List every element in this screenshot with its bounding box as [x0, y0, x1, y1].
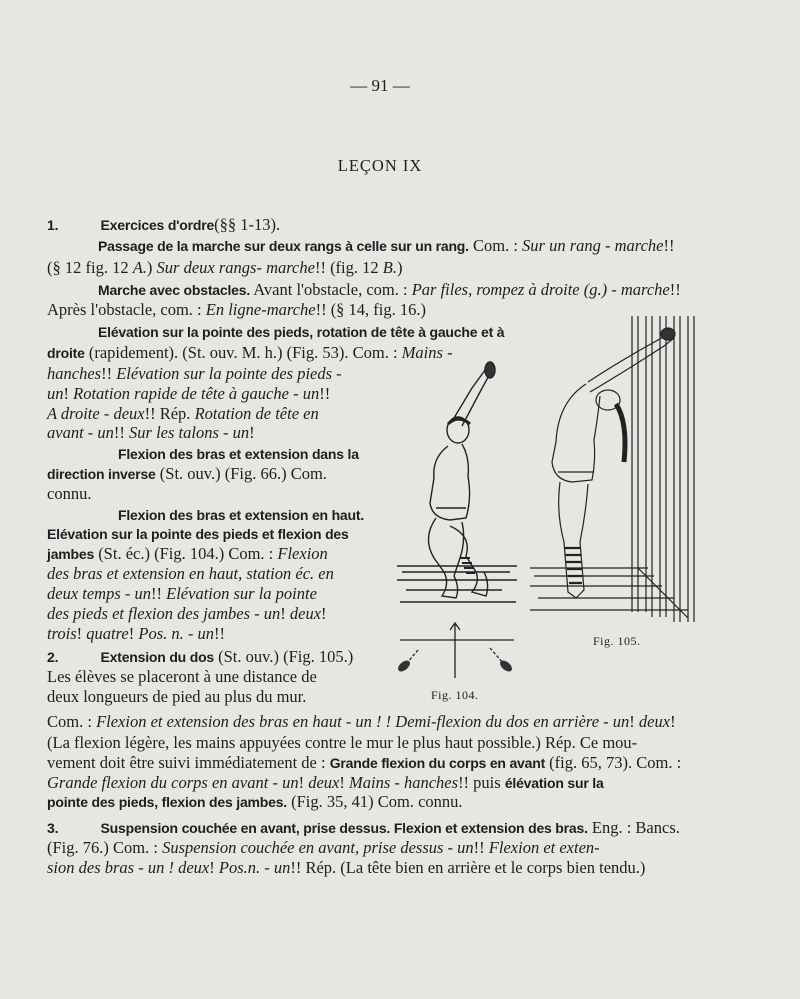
- command-text: Flexion et extension des bras en haut - un ! ! Demi-flexion du dos en arrière - un: [96, 712, 630, 731]
- paragraph-line: [47, 712, 676, 732]
- text-run: !!: [319, 384, 331, 403]
- command-text: Rotation de tête en: [194, 404, 319, 423]
- command-text: Pos. n. - un: [138, 624, 214, 643]
- command-text: B.: [382, 258, 397, 277]
- command-text: Grande flexion du corps en avant - un: [47, 773, 299, 792]
- paragraph-line: [47, 258, 403, 278]
- section-3-heading: [47, 818, 680, 838]
- bold-term: Flexion des bras et extension en haut.: [118, 507, 365, 523]
- section-number: 2.: [47, 649, 59, 665]
- text-run: (fig. 65, 73). Com. :: [545, 753, 682, 772]
- paragraph-line: [47, 484, 91, 504]
- section-ref: (§§ 1-13).: [214, 215, 281, 234]
- paragraph-line: [47, 584, 317, 604]
- text-run: (rapidement). (St. ouv. M. h.) (Fig. 53). Com. :: [84, 343, 402, 362]
- section-number: 1.: [47, 217, 59, 233]
- command-text: deux: [308, 773, 340, 792]
- command-text: un: [47, 384, 64, 403]
- paragraph-line: [47, 604, 327, 624]
- text-run: vement doit être suivi immédiatement de :: [47, 753, 330, 772]
- text-run: (St. ouv.) (Fig. 105.): [214, 647, 354, 666]
- paragraph-line: [47, 300, 426, 320]
- paragraph-line: [47, 667, 317, 687]
- paragraph-line: [118, 444, 359, 464]
- bold-term: Elévation sur la pointe des pieds et flexion des: [47, 526, 349, 542]
- command-text: A droite - deux: [47, 404, 145, 423]
- text-run: !: [249, 423, 255, 442]
- paragraph-line: [47, 524, 349, 544]
- section-title: Extension du dos: [100, 649, 215, 665]
- command-text: Flexion: [277, 544, 328, 563]
- command-text: avant - un: [47, 423, 114, 442]
- command-text: Flexion et exten-: [488, 838, 600, 857]
- command-text: En ligne-marche: [205, 300, 316, 319]
- figure-104-illustration: [392, 358, 522, 688]
- command-text: des bras et extension en haut, station éc. en: [47, 564, 334, 583]
- text-run: Com. :: [47, 712, 97, 731]
- paragraph-line: [47, 753, 681, 773]
- bold-term: élévation sur la: [504, 775, 604, 791]
- text-run: Les élèves se placeront à une distance de: [47, 667, 317, 686]
- text-run: !: [128, 624, 139, 643]
- paragraph-line: [47, 384, 330, 404]
- figure-105-illustration: [528, 312, 703, 630]
- text-run: !: [280, 604, 290, 623]
- section-title: Suspension couchée en avant, prise dessus. Flexion et extension des bras.: [100, 820, 588, 836]
- text-run: !! (fig. 12: [314, 258, 383, 277]
- command-text: Mains -: [401, 343, 453, 362]
- paragraph-line: [118, 505, 364, 525]
- bold-term: Flexion des bras et extension dans la: [118, 446, 359, 462]
- section-title: Exercices d'ordre: [100, 217, 215, 233]
- bold-term: pointe des pieds, flexion des jambes.: [47, 794, 287, 810]
- paragraph-line: [47, 773, 604, 793]
- page-number: — 91 —: [350, 76, 410, 95]
- text-run: !!: [473, 838, 489, 857]
- text-run: !: [298, 773, 309, 792]
- text-run: (Fig. 35, 41) Com. connu.: [287, 792, 463, 811]
- paragraph-line: [47, 624, 225, 644]
- paragraph-line: [47, 464, 327, 484]
- text-run: !! Rép. (La tête bien en arrière et le corps bien tendu.): [290, 858, 646, 877]
- text-run: Après l'obstacle, com. :: [47, 300, 206, 319]
- command-text: Elévation sur la pointe: [166, 584, 317, 603]
- lesson-title: LEÇON IX: [337, 156, 423, 175]
- section-2-heading: [47, 647, 353, 667]
- text-run: !! (§ 14, fig. 16.): [315, 300, 427, 319]
- command-text: Pos.n. - un: [218, 858, 291, 877]
- text-run: Avant l'obstacle, com. :: [250, 280, 412, 299]
- text-run: !!: [669, 280, 681, 299]
- text-run: (St. ouv.) (Fig. 66.) Com.: [155, 464, 327, 483]
- section-number: 3.: [47, 820, 59, 836]
- text-run: !: [76, 624, 87, 643]
- text-run: ): [397, 258, 403, 277]
- command-text: trois: [47, 624, 77, 643]
- paragraph-line: [47, 423, 255, 443]
- text-run: !!: [214, 624, 225, 643]
- text-run: !: [670, 712, 676, 731]
- command-text: hanches: [47, 364, 102, 383]
- section-1-heading: [47, 215, 280, 235]
- text-run: !!: [151, 584, 167, 603]
- text-run: !: [321, 604, 327, 623]
- command-text: sion des bras - un ! deux: [47, 858, 210, 877]
- command-text: Rotation rapide de tête à gauche - un: [73, 384, 320, 403]
- text-run: (§ 12 fig. 12: [47, 258, 133, 277]
- paragraph-line: [47, 838, 600, 858]
- command-text: deux: [289, 604, 322, 623]
- text-run: !: [629, 712, 639, 731]
- paragraph-line: [47, 792, 463, 812]
- paragraph-line: [47, 687, 306, 707]
- paragraph-line: [47, 404, 319, 424]
- bold-term: Elévation sur la pointe des pieds, rotation de tête à gauche et à: [98, 324, 505, 340]
- text-run: Com. :: [468, 236, 523, 255]
- paragraph-line: [98, 236, 675, 256]
- command-text: Suspension couchée en avant, prise dessus - un: [162, 838, 474, 857]
- paragraph-line: [47, 564, 334, 584]
- text-run: connu.: [47, 484, 92, 503]
- bold-term: droite: [47, 345, 85, 361]
- text-run: ): [146, 258, 157, 277]
- paragraph-line: [98, 280, 681, 300]
- text-run: Eng. : Bancs.: [587, 818, 680, 837]
- text-run: !: [63, 384, 74, 403]
- paragraph-line: [47, 858, 645, 878]
- paragraph-line: [98, 322, 504, 342]
- command-text: deux temps - un: [47, 584, 152, 603]
- text-run: !!: [113, 423, 130, 442]
- text-run: deux longueurs de pied au plus du mur.: [47, 687, 307, 706]
- command-text: Sur un rang - marche: [522, 236, 664, 255]
- command-text: Mains - hanches: [348, 773, 459, 792]
- figure-105-caption: Fig. 105.: [593, 634, 641, 648]
- command-text: des pieds et flexion des jambes - un: [47, 604, 281, 623]
- command-text: Par files, rompez à droite (g.) - marche: [411, 280, 670, 299]
- command-text: deux: [638, 712, 671, 731]
- figure-104-caption: Fig. 104.: [431, 688, 479, 702]
- text-run: (St. éc.) (Fig. 104.) Com. :: [94, 544, 278, 563]
- bold-term: direction inverse: [47, 466, 156, 482]
- command-text: Elévation sur la pointe des pieds -: [116, 364, 342, 383]
- text-run: !!: [101, 364, 117, 383]
- text-run: !!: [663, 236, 675, 255]
- command-text: quatre: [86, 624, 129, 643]
- paragraph-line: [47, 733, 637, 753]
- command-text: Sur deux rangs- marche: [156, 258, 315, 277]
- text-run: !! Rép.: [144, 404, 195, 423]
- text-run: !! puis: [458, 773, 505, 792]
- paragraph-line: [47, 544, 328, 564]
- bold-term: Passage de la marche sur deux rangs à celle sur un rang.: [98, 238, 469, 254]
- command-text: A.: [132, 258, 147, 277]
- text-run: !: [209, 858, 219, 877]
- text-run: (La flexion légère, les mains appuyées contre le mur le plus haut possible.) Rép. Ce mou-: [47, 733, 638, 752]
- command-text: Sur les talons - un: [129, 423, 250, 442]
- paragraph-line: [47, 364, 342, 384]
- bold-term: jambes: [47, 546, 95, 562]
- text-run: (Fig. 76.) Com. :: [47, 838, 163, 857]
- text-run: !: [339, 773, 349, 792]
- bold-term: Marche avec obstacles.: [98, 282, 251, 298]
- bold-term: Grande flexion du corps en avant: [329, 755, 546, 771]
